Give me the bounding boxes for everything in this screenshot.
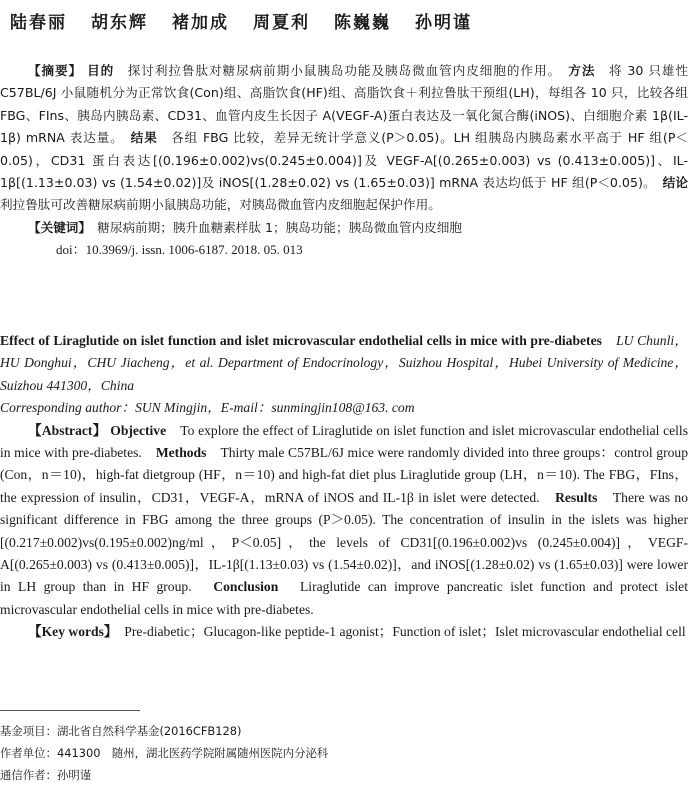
en-methods-text: Thirty male C57BL/6J mice were randomly divided into three groups：control group (Con，n＝10)，high-fat dietgroup (HF，n＝10) and high-fat diet plus Liraglutide group (LH，n＝10). The FBG，FIns，the expression of insulin，CD31，VEGF-A，mRNA of iNOS and IL-1β in islet were detected. (0, 445, 689, 505)
en-abstract-body (0, 420, 688, 622)
cn-abstract-body (0, 60, 688, 217)
footnotes (0, 720, 688, 786)
en-methods-label: Methods (155, 445, 207, 461)
footnote-unit: 作者单位：441300 随州，湖北医药学院附属随州医院内分泌科 (0, 746, 329, 760)
chinese-abstract (0, 60, 688, 262)
cn-keywords-text: 糖尿病前期；胰升血糖素样肽 1；胰岛功能；胰岛微血管内皮细胞 (97, 219, 462, 235)
cn-conclusion-text: 利拉鲁肽可改善糖尿病前期小鼠胰岛功能，对胰岛微血管内皮细胞起保护作用。 (0, 197, 441, 213)
author-list (10, 8, 690, 33)
cn-method-text: 将 30 只雄性 C57BL/6J 小鼠随机分为正常饮食(Con)组、高脂饮食(HF)组、高脂饮食＋利拉鲁肽干预组(LH)，每组各 10 只，比较各组 FBG、FIns、胰岛内胰岛素、CD31、血管内皮生长因子 A(VEGF-A)蛋白表达及一氧化氮合酶(iNOS)、白细胞介素 1β(IL-1β) mRNA 表达量。 (0, 63, 689, 146)
en-keywords-text: Pre-diabetic；Glucagon-like peptide-1 agonist；Function of islet；Islet microvascular endothelial cell (124, 624, 686, 640)
en-header (0, 330, 688, 397)
en-keywords (0, 621, 688, 643)
cn-result-label: 结果 (130, 130, 158, 146)
en-results-text: There was no significant difference in FBG among the three groups (P＞0.05). The concentration of insulin in the islets was higher [(0.217±0.002)vs(0.195±0.002)ng/ml，P＜0.05]，the levels of CD31[(0.196±0.002)vs (0.245±0.004)]，VEGF-A[(0.265±0.003) vs (0.413±0.005)]，IL-1β[(1.13±0.03) vs (1.54±0.02)]，and iNOS[(1.28±0.02) vs (1.65±0.03)] were lower in LH group than in HF group. (0, 489, 689, 595)
english-abstract (0, 330, 688, 644)
en-conclusion-text: Liraglutide can improve pancreatic islet function and protect islet microvascular endothelial cells in mice with pre-diabetes. (0, 579, 688, 617)
author-name: 胡东辉 (91, 13, 148, 33)
cn-purpose-text: 探讨利拉鲁肽对糖尿病前期小鼠胰岛功能及胰岛微血管内皮细胞的作用。 (127, 63, 555, 78)
cn-abstract-label: 【摘要】 (28, 63, 83, 78)
cn-keywords-label: 【关键词】 (28, 219, 85, 235)
footnote-divider (0, 710, 140, 711)
author-name: 陈巍巍 (334, 13, 391, 33)
footnote-fund: 基金项目：湖北省自然科学基金(2016CFB128) (0, 724, 242, 738)
author-name: 陆春丽 (10, 13, 67, 33)
cn-keywords (0, 217, 688, 239)
cn-purpose-label: 目的 (87, 63, 115, 78)
cn-result-text: 各组 FBG 比较，差异无统计学意义(P＞0.05)。LH 组胰岛内胰岛素水平高于 HF 组(P＜0.05)，CD31 蛋白表达[(0.196±0.002)vs(0.245±0.004)]及 VEGF-A[(0.265±0.003) vs (0.413±0.005)]、IL-1β[(1.13±0.03) vs (1.54±0.02)]及 iNOS[(1.28±0.02) vs (1.65±0.03)] mRNA 表达均低于 HF 组(P＜0.05)。 (0, 130, 689, 191)
en-conclusion-label: Conclusion (213, 579, 279, 595)
cn-conclusion-label: 结论 (662, 175, 689, 191)
footnote-corresponding: 通信作者：孙明谨 (0, 768, 92, 782)
author-name: 周夏利 (253, 13, 310, 33)
en-corresponding: Corresponding author：SUN Mingjin，E-mail：sunmingjin108@163. com (0, 400, 415, 416)
en-objective-text: To explore the effect of Liraglutide on islet function and islet microvascular endothelial cells in mice with pre-diabetes. (0, 422, 688, 461)
doi: doi：10.3969/j. issn. 1006-6187. 2018. 05. 013 (56, 242, 303, 258)
en-results-label: Results (555, 489, 598, 505)
en-objective-label: Objective (110, 422, 167, 438)
cn-method-label: 方法 (568, 63, 596, 78)
en-authors-affiliation: LU Chunli，HU Donghui，CHU Jiacheng，et al. Department of Endocrinology，Suizhou Hospital，Hubei University of Medicine，Suizhou 441300，China (0, 333, 688, 393)
en-title: Effect of Liraglutide on islet function and islet microvascular endothelial cells in mice with pre-diabetes (0, 333, 602, 348)
en-abstract-label: 【Abstract】 (28, 422, 107, 438)
en-keywords-label: 【Key words】 (28, 624, 111, 640)
author-name: 褚加成 (172, 13, 229, 33)
author-name: 孙明谨 (415, 13, 472, 33)
